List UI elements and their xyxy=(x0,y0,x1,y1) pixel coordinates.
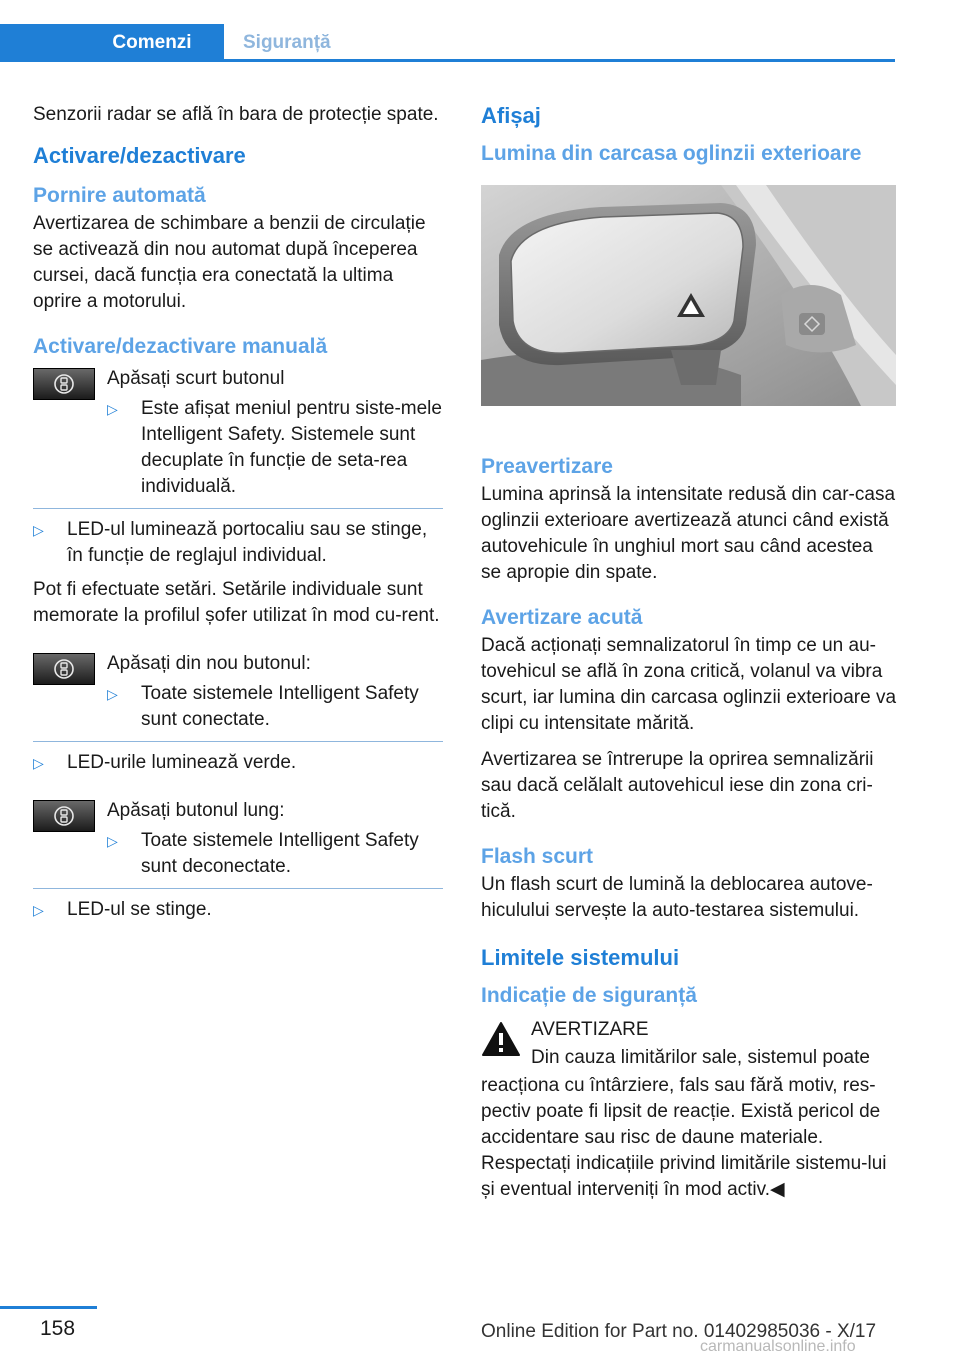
interrupt-text: Avertizarea se întrerupe la oprirea semnalizării sau dacă celălalt autovehicul iese din zona cri‐tică. xyxy=(481,749,874,822)
list-item xyxy=(107,681,443,733)
warning-triangle-icon xyxy=(481,1021,521,1057)
step-2-result: LED-urile luminează verde. xyxy=(67,752,297,773)
triangle-right-icon: ▷ xyxy=(33,755,44,771)
heading-safety: Indicație de siguranță xyxy=(481,984,697,1007)
watermark: carmanualsonline.info xyxy=(700,1338,856,1355)
right-column xyxy=(481,102,896,1213)
heading-manual: Activare/dezactivare manuală xyxy=(33,335,328,358)
intro-text: Senzorii radar se află în bara de protecție spate. xyxy=(33,104,439,125)
list-item xyxy=(33,750,443,776)
heading-limits: Limitele sistemului xyxy=(481,945,680,970)
step-2 xyxy=(33,651,443,733)
step-3 xyxy=(33,798,443,880)
heading-auto-start: Pornire automată xyxy=(33,184,206,207)
list-item xyxy=(33,517,443,569)
heading-acute: Avertizare acută xyxy=(481,606,643,629)
step-3-result: LED-ul se stinge. xyxy=(67,899,212,920)
tab-comenzi[interactable]: Comenzi xyxy=(0,24,224,62)
heading-display: Afișaj xyxy=(481,103,541,128)
triangle-right-icon: ▷ xyxy=(33,902,44,918)
warning-block xyxy=(481,1017,896,1071)
triangle-right-icon: ▷ xyxy=(107,401,118,417)
divider xyxy=(33,508,443,509)
acute-text: Dacă acționați semnalizatorul în timp ce un au‐tovehicul se află în zona critică, volanul va vibra scurt, iar lumina din carcasa oglinzii exterioare va clipi cu intensitate mărită. xyxy=(481,635,897,734)
list-item xyxy=(107,828,443,880)
step-1 xyxy=(33,366,443,500)
step-1-sub: Este afișat meniul pentru siste‐mele Intelligent Safety. Sistemele sunt decuplate în funcție de seta‐rea individuală. xyxy=(141,398,442,497)
triangle-right-icon: ▷ xyxy=(107,686,118,702)
tabbar-rule xyxy=(0,59,895,62)
intelligent-safety-button-icon xyxy=(33,653,95,685)
heading-flash: Flash scurt xyxy=(481,845,594,868)
step-2-lead: Apăsați din nou butonul: xyxy=(107,653,311,674)
flash-text: Un flash scurt de lumină la deblocarea autove‐hiculului servește la auto-testarea sistemului. xyxy=(481,874,873,921)
warning-title: AVERTIZARE xyxy=(531,1019,649,1040)
intelligent-safety-button-icon xyxy=(33,368,95,400)
divider xyxy=(33,888,443,889)
footer-rule xyxy=(0,1306,97,1309)
step-1-result: LED-ul luminează portocaliu sau se stinge, în funcție de reglajul individual. xyxy=(67,519,428,566)
settings-text: Pot fi efectuate setări. Setările individuale sunt memorate la profilul șofer utilizat în mod cu‐rent. xyxy=(33,579,440,626)
heading-mirror-light: Lumina din carcasa oglinzii exterioare xyxy=(481,142,862,165)
step-3-lead: Apăsați butonul lung: xyxy=(107,800,285,821)
auto-start-text: Avertizarea de schimbare a benzii de circulație se activează din nou automat după începerea cursei, dacă funcția era conectată la ultima oprire a motorului. xyxy=(33,213,426,312)
list-item xyxy=(33,897,443,923)
mirror-photo xyxy=(481,185,896,406)
triangle-right-icon: ▷ xyxy=(33,522,44,538)
warning-body: reacționa cu întârziere, fals sau fără motiv, res‐pectiv poate fi lipsit de reacție. Există pericol de accidentare sau risc de daune materiale. Respectați indicațiile privind limitările sistemu‐lui și eventual interveniți în mod activ.◀ xyxy=(481,1075,887,1200)
heading-activation: Activare/dezactivare xyxy=(33,143,246,168)
list-item xyxy=(107,396,443,500)
edition-text: Online Edition for Part no. 01402985036 - X/17 xyxy=(481,1321,877,1342)
chapter-tabbar xyxy=(0,24,895,62)
tab-siguranta[interactable]: Siguranță xyxy=(243,32,331,53)
left-column xyxy=(33,102,443,931)
divider xyxy=(33,741,443,742)
step-2-sub: Toate sistemele Intelligent Safety sunt conectate. xyxy=(141,683,419,730)
heading-prewarn: Preavertizare xyxy=(481,455,613,478)
intelligent-safety-button-icon xyxy=(33,800,95,832)
warning-first-line: Din cauza limitărilor sale, sistemul poate xyxy=(531,1047,870,1068)
prewarn-text: Lumina aprinsă la intensitate redusă din car‐casa oglinzii exterioare avertizează atunci când există autovehicule în unghiul mort sau când acestea se apropie din spate. xyxy=(481,484,896,583)
page-number: 158 xyxy=(40,1317,76,1340)
step-1-lead: Apăsați scurt butonul xyxy=(107,368,285,389)
step-3-sub: Toate sistemele Intelligent Safety sunt deconectate. xyxy=(141,830,419,877)
triangle-right-icon: ▷ xyxy=(107,833,118,849)
